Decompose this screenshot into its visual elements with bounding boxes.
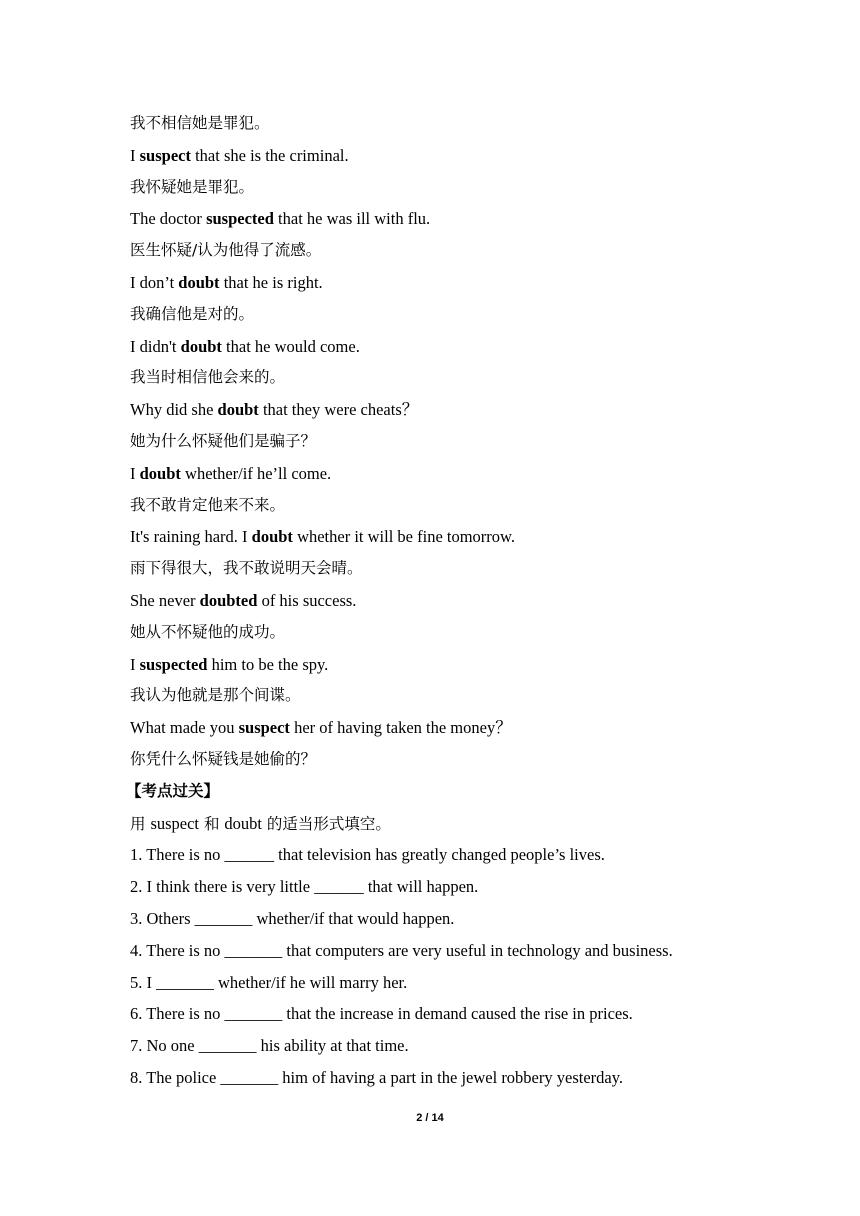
keyword: doubt	[178, 272, 220, 292]
example-sentence: The doctor suspected that he was ill with flu.	[130, 209, 431, 229]
exercise-instruction: 用 suspect 和 doubt 的适当形式填空。	[130, 813, 391, 833]
example-sentence: I didn't doubt that he would come.	[130, 336, 360, 356]
example-sentence: I suspect that she is the criminal.	[130, 145, 349, 165]
exercise-item: 8. The police _______ him of having a part in the jewel robbery yesterday.	[130, 1067, 624, 1087]
keyword: suspect	[139, 145, 191, 165]
example-sentence: I don’t doubt that he is right.	[130, 272, 323, 292]
example-translation: 她为什么怀疑他们是骗子？	[130, 431, 317, 450]
page-content	[126, 108, 750, 1094]
keyword: doubted	[199, 590, 258, 610]
keyword: suspect	[238, 718, 290, 738]
section-heading: 【考点过关】	[126, 781, 220, 800]
example-sentence: It's raining hard. I doubt whether it will be fine tomorrow.	[130, 527, 516, 547]
example-translation: 雨下得很大，我不敢说明天会晴。	[130, 559, 363, 578]
keyword: doubt	[139, 463, 181, 483]
example-translation: 医生怀疑/认为他得了流感。	[130, 241, 322, 260]
example-sentence: She never doubted of his success.	[130, 590, 357, 610]
keyword: doubt	[180, 336, 222, 356]
example-translation: 我认为他就是那个间谍。	[130, 686, 301, 705]
example-sentences	[130, 108, 750, 776]
exercise-item: 1. There is no ______ that television has greatly changed people’s lives.	[130, 845, 605, 865]
page-number: 2 / 14	[416, 1112, 444, 1124]
example-translation: 你凭什么怀疑钱是她偷的？	[130, 749, 317, 768]
exercise-item: 7. No one _______ his ability at that time.	[130, 1036, 409, 1056]
example-translation: 我确信他是对的。	[130, 304, 255, 323]
keyword: doubt	[251, 527, 293, 547]
exercise-item: 4. There is no _______ that computers are very useful in technology and business.	[130, 940, 673, 960]
example-sentence: What made you suspect her of having taken the money？	[130, 718, 512, 738]
example-translation: 她从不怀疑他的成功。	[130, 622, 286, 641]
example-sentence: I doubt whether/if he’ll come.	[130, 463, 332, 483]
keyword: suspected	[139, 654, 208, 674]
exercise-list	[130, 839, 750, 1093]
example-sentence: I suspected him to be the spy.	[130, 654, 329, 674]
exercise-item: 6. There is no _______ that the increase in demand caused the rise in prices.	[130, 1004, 633, 1024]
keyword: doubt	[217, 400, 259, 420]
example-translation: 我当时相信他会来的。	[130, 368, 286, 387]
example-translation: 我怀疑她是罪犯。	[130, 177, 255, 196]
example-translation: 我不相信她是罪犯。	[130, 114, 270, 132]
exercise-item: 5. I _______ whether/if he will marry her.	[130, 972, 408, 992]
exercise-item: 2. I think there is very little ______ that will happen.	[130, 877, 479, 897]
keyword: suspected	[206, 209, 274, 229]
example-sentence: Why did she doubt that they were cheats？	[130, 400, 419, 420]
exercise-item: 3. Others _______ whether/if that would happen.	[130, 908, 455, 928]
example-translation: 我不敢肯定他来不来。	[130, 495, 286, 514]
